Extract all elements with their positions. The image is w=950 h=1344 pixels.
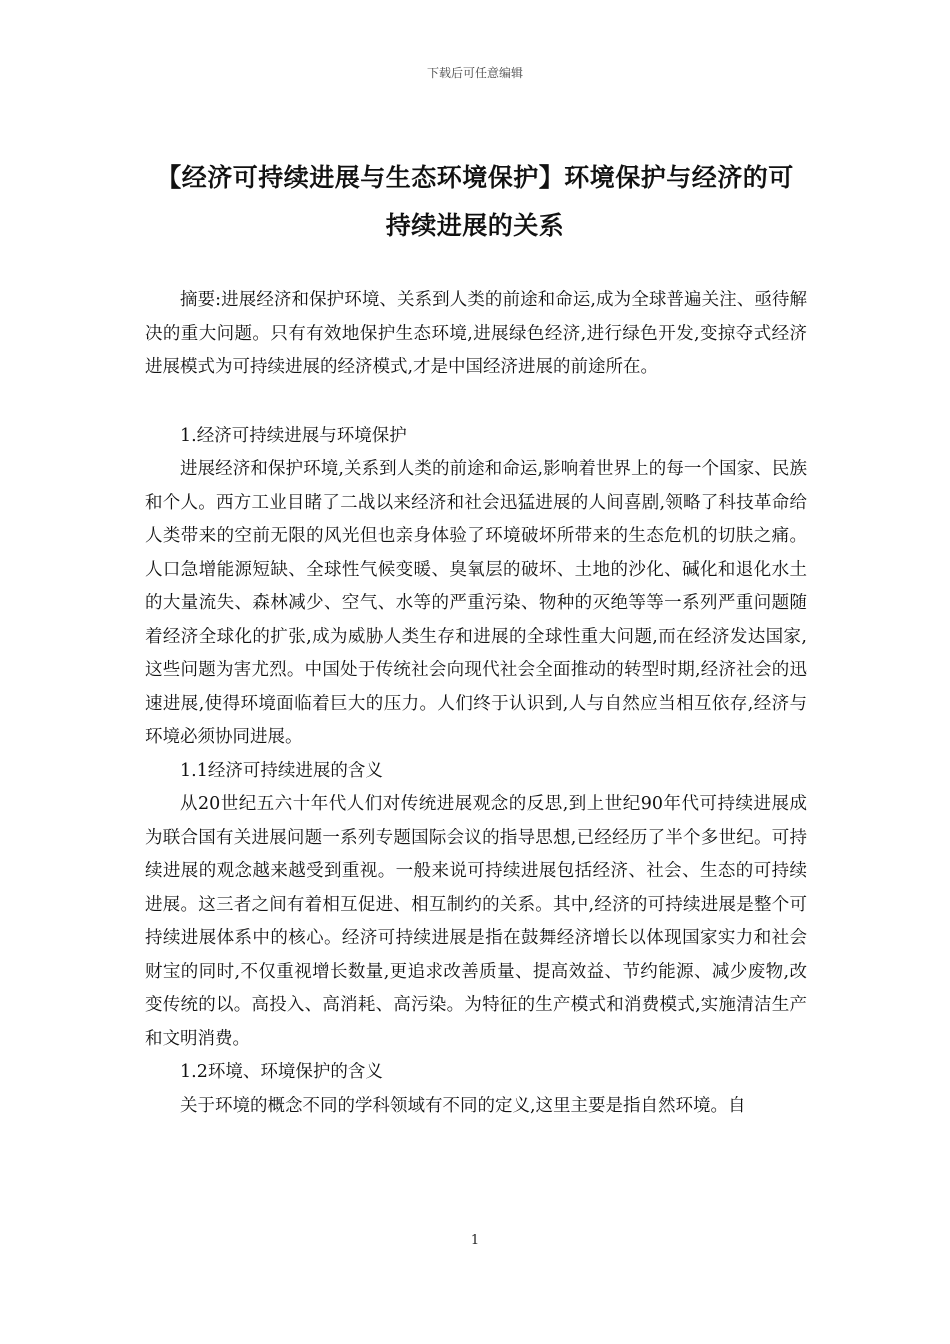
page-number: 1 [470, 1233, 480, 1248]
section-1-2-paragraph: 关于环境的概念不同的学科领域有不同的定义,这里主要是指自然环境。自 [180, 1095, 746, 1116]
section-1-heading: 1.经济可持续进展与环境保护 [180, 425, 407, 446]
page-header-note: 下载后可任意编辑 [426, 66, 523, 80]
abstract-paragraph: 摘要:进展经济和保护环境、关系到人类的前途和命运,成为全球普遍关注、亟待解决的重大问题。只有有效地保护生态环境,进展绿色经济,进行绿色开发,变掠夺式经济进展模式为可持续进展的经济模式,才是中国经济进展的前途所在。 [145, 290, 807, 377]
document-body [145, 284, 807, 1123]
section-1-1-heading: 1.1经济可持续进展的含义 [180, 760, 383, 781]
document-title-line-2: 持续进展的关系 [385, 211, 565, 240]
section-1-paragraph: 进展经济和保护环境,关系到人类的前途和命运,影响着世界上的每一个国家、民族和个人。西方工业目睹了二战以来经济和社会迅猛进展的人间喜剧,领略了科技革命给人类带来的空前无限的风光但也亲身体验了环境破坏所带来的生态危机的切肤之痛。人口急增能源短缺、全球性气候变暖、臭氧层的破坏、土地的沙化、碱化和退化水土的大量流失、森林减少、空气、水等的严重污染、物种的灭绝等等一系列严重问题随着经济全球化的扩张,成为威胁人类生存和进展的全球性重大问题,而在经济发达国家,这些问题为害尤烈。中国处于传统社会向现代社会全面推动的转型时期,经济社会的迅速进展,使得环境面临着巨大的压力。人们终于认识到,人与自然应当相互依存,经济与环境必须协同进展。 [145, 459, 807, 747]
document-title-line-1: 【经济可持续进展与生态环境保护】环境保护与经济的可 [156, 163, 794, 192]
section-1-2-heading: 1.2环境、环境保护的含义 [180, 1062, 383, 1082]
section-spacer [145, 385, 807, 420]
section-1-1-paragraph: 从20世纪五六十年代人们对传统进展观念的反思,到上世纪90年代可持续进展成为联合国有关进展问题一系列专题国际会议的指导思想,已经经历了半个多世纪。可持续进展的观念越来越受到重视。一般来说可持续进展包括经济、社会、生态的可持续进展。这三者之间有着相互促进、相互制约的关系。其中,经济的可持续进展是整个可持续进展体系中的核心。经济可持续进展是指在鼓舞经济增长以体现国家实力和社会财宝的同时,不仅重视增长数量,更追求改善质量、提高效益、节约能源、减少废物,改变传统的以。高投入、高消耗、高污染。为特征的生产模式和消费模式,实施清洁生产和文明消费。 [145, 794, 807, 1049]
